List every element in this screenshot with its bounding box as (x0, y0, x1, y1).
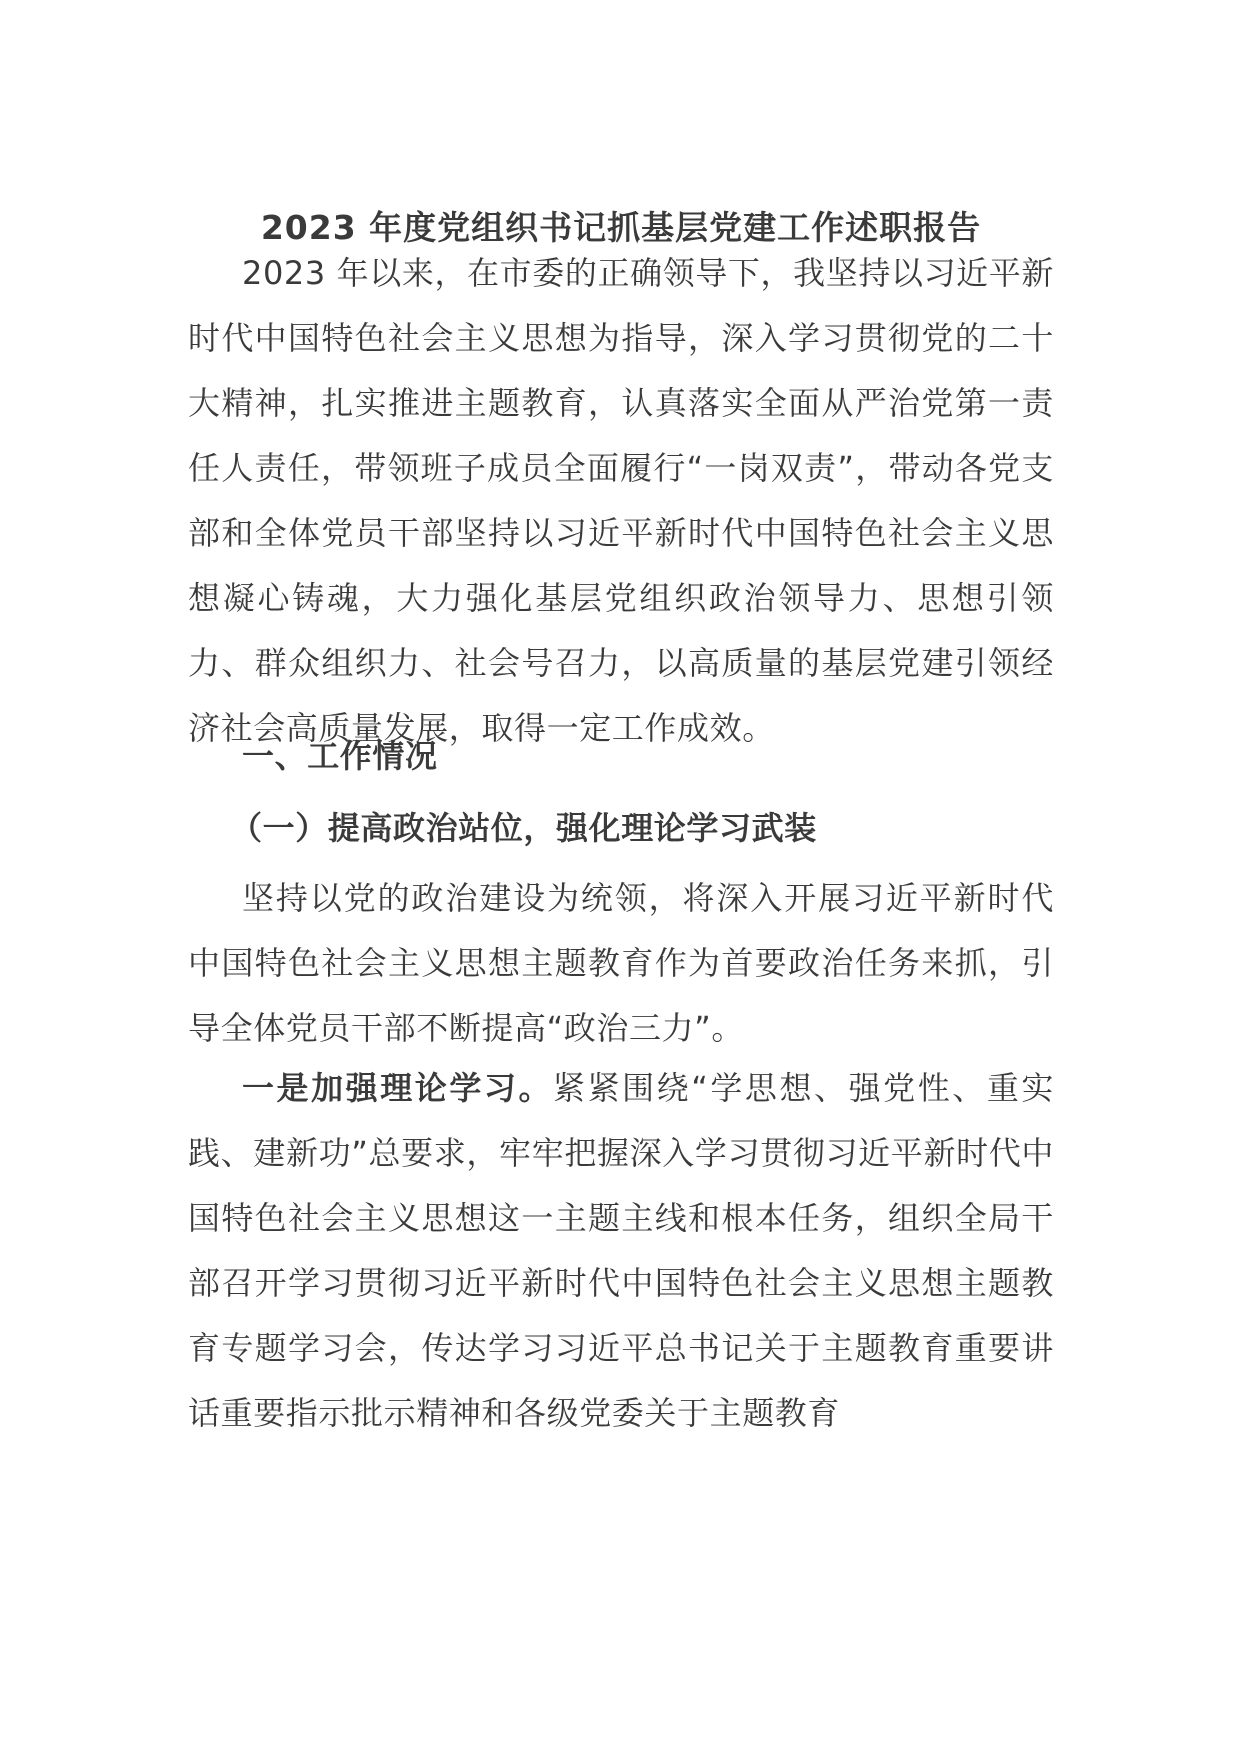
section-heading-work-status: 一、工作情况 (242, 737, 438, 775)
point-text: 紧紧围绕“学思想、强党性、重实践、建新功”总要求，牢牢把握深入学习贯彻习近平新时代中国特色社会主义思想这一主题主线和根本任务，组织全局干部召开学习贯彻习近平新时代中国特色社会主义思想主题教育专题学习会，传达学习习近平总书记关于主题教育重要讲话重要指示批示精神和各级党委关于主题教育 (188, 1069, 1054, 1432)
point-lead: 一是加强理论学习。 (242, 1069, 554, 1107)
document-title: 2023 年度党组织书记抓基层党建工作述职报告 (260, 208, 982, 247)
intro-paragraph: 2023 年以来，在市委的正确领导下，我坚持以习近平新时代中国特色社会主义思想为指导，深入学习贯彻党的二十大精神，扎实推进主题教育，认真落实全面从严治党第一责任人责任，带领班子成员全面履行“一岗双责”，带动各党支部和全体党员干部坚持以习近平新时代中国特色社会主义思想凝心铸魂，大力强化基层党组织政治领导力、思想引领力、群众组织力、社会号召力，以高质量的基层党建引领经济社会高质量发展，取得一定工作成效。 (188, 254, 1054, 747)
point-paragraph-theory-study (188, 1056, 1054, 1446)
subsection-heading-political-stance: （一）提高政治站位，强化理论学习武装 (230, 809, 817, 847)
subsection-paragraph: 坚持以党的政治建设为统领，将深入开展习近平新时代中国特色社会主义思想主题教育作为首要政治任务来抓，引导全体党员干部不断提高“政治三力”。 (188, 879, 1054, 1047)
